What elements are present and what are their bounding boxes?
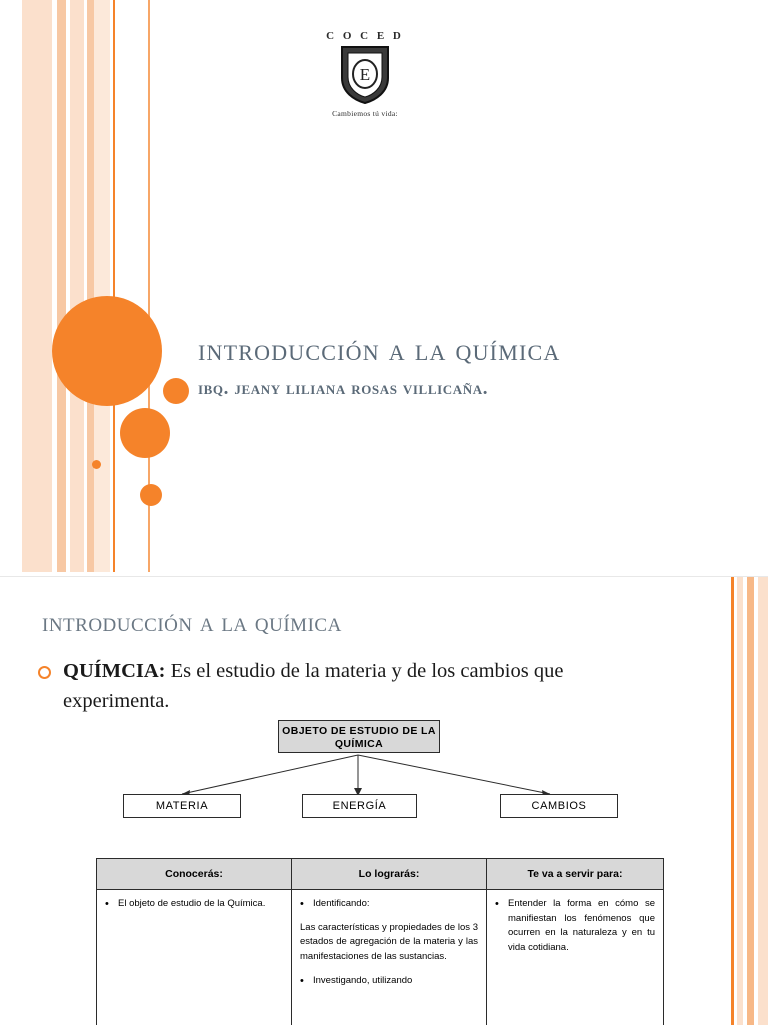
concept-diagram	[110, 720, 650, 835]
diagram-node-materia: MATERIA	[123, 794, 241, 818]
bullet-icon	[38, 666, 51, 679]
definition-bullet	[38, 657, 638, 716]
decorative-stripes-right	[708, 577, 768, 1025]
objectives-table	[96, 858, 664, 1025]
decorative-stripes	[0, 0, 160, 572]
definition-term: QUÍMCIA:	[63, 660, 166, 682]
shield-icon	[338, 44, 392, 106]
section-title: introducción a la química	[42, 607, 342, 638]
table-header-lograras: Lo lograrás:	[292, 859, 487, 890]
circle-small	[163, 378, 189, 404]
circle-dot	[92, 460, 101, 469]
definition-body: Es el estudio de la materia y de los cambios que experimenta.	[63, 660, 563, 712]
table-row	[97, 890, 664, 1025]
author-name: ibq. jeany liliana rosas villicaña.	[198, 378, 728, 400]
logo-brand-text: C O C E D	[310, 30, 420, 42]
diagram-node-cambios: CAMBIOS	[500, 794, 618, 818]
svg-text:E: E	[360, 65, 370, 84]
content-slide	[0, 576, 768, 1025]
table-header-conoceras: Conocerás:	[97, 859, 292, 890]
cell-paragraph: Las características y propiedades de los 3 estados de agregación de la materia y las manifestaciones de las sustancias.	[300, 921, 478, 965]
circle-large	[52, 296, 162, 406]
definition-text	[63, 657, 638, 716]
table-cell-lograras	[292, 890, 487, 1025]
diagram-node-energia: ENERGÍA	[302, 794, 417, 818]
diagram-root-node: OBJETO DE ESTUDIO DE LA QUÍMICA	[278, 720, 440, 753]
table-header-row	[97, 859, 664, 890]
circle-medium	[120, 408, 170, 458]
cell-item: • Identificando:	[300, 897, 478, 912]
title-block	[198, 333, 728, 400]
cell-item: • Entender la forma en cómo se manifiestan los fenómenos que ocurren en la naturaleza y en tu vida cotidiana.	[495, 897, 655, 956]
cell-item: • El objeto de estudio de la Química.	[105, 897, 283, 912]
page-title: introducción a la química	[198, 333, 728, 368]
coced-logo	[310, 30, 420, 118]
logo-tagline: Cambiemos tú vida:	[310, 109, 420, 118]
circle-small-2	[140, 484, 162, 506]
table-cell-servir	[487, 890, 664, 1025]
table-header-servir: Te va a servir para:	[487, 859, 664, 890]
table-cell-conoceras	[97, 890, 292, 1025]
cell-item: • Investigando, utilizando	[300, 974, 478, 989]
